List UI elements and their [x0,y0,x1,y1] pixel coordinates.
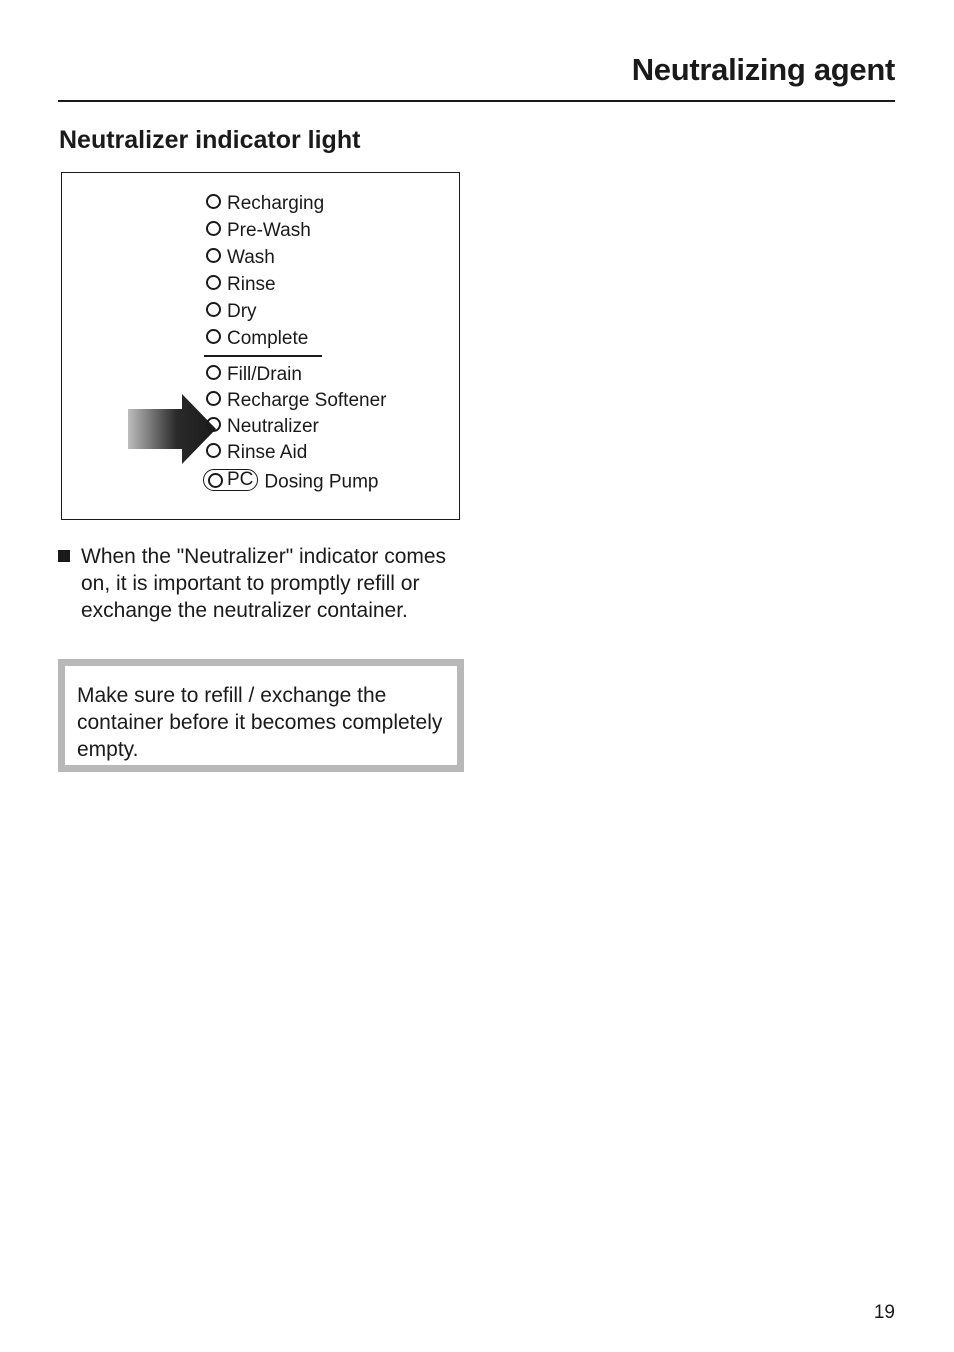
indicator-rinse-aid [206,442,307,464]
bullet-text: When the "Neutralizer" indicator comes on, it is important to promptly refill or exchange the neutralizer container. [81,545,447,622]
indicator-light-icon [206,194,221,209]
note-box [58,659,464,772]
indicator-light-icon [208,473,223,488]
indicator-label: Rinse [227,274,276,295]
indicator-wash [206,247,275,269]
indicator-label: Wash [227,247,275,268]
indicator-light-icon [206,417,221,432]
indicator-light-icon [206,443,221,458]
square-bullet-icon [58,550,70,562]
indicator-label: Recharging [227,193,325,214]
indicator-label: Rinse Aid [227,442,308,463]
indicator-light-icon [206,275,221,290]
indicator-light-icon [206,248,221,263]
arrow-right-icon [128,394,216,464]
indicator-pre-wash [206,220,311,242]
header-rule [58,100,895,102]
indicator-fill-drain [206,364,302,386]
indicator-light-icon [206,302,221,317]
indicator-label: Pre-Wash [227,220,311,241]
indicator-light-icon [206,365,221,380]
indicator-panel [61,172,460,520]
pc-badge [203,469,258,491]
indicator-label: Dry [227,301,257,322]
indicator-label: Recharge Softener [227,390,387,411]
indicator-light-icon [206,391,221,406]
indicator-label: Fill/Drain [227,364,302,385]
indicator-neutralizer [206,416,319,438]
indicator-light-icon [206,221,221,236]
indicator-recharge-softener [206,390,387,412]
indicator-label: Complete [227,328,309,349]
section-title: Neutralizer indicator light [59,126,361,154]
note-text: Make sure to refill / exchange the container before it becomes completely empty. [77,684,443,761]
pc-badge-label: PC [227,469,254,490]
page-number: 19 [873,1302,895,1323]
group-divider [204,355,322,357]
indicator-label: Dosing Pump [264,471,379,493]
indicator-dosing-pump [206,469,378,494]
indicator-rinse [206,274,276,296]
indicator-dry [206,301,257,323]
indicator-complete [206,328,308,350]
indicator-light-icon [206,329,221,344]
indicator-label: Neutralizer [227,416,319,437]
page-header-title: Neutralizing agent [631,52,895,87]
indicator-recharging [206,193,324,215]
